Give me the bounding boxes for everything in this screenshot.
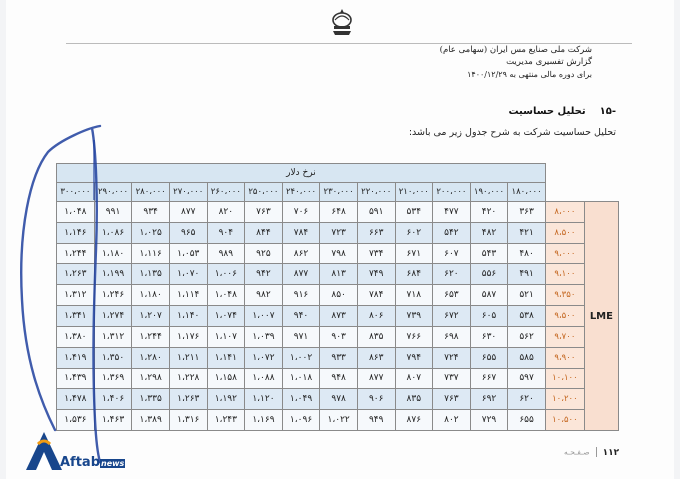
value-cell: ۱،۰۱۸ bbox=[282, 368, 320, 389]
value-cell: ۹۰۴ bbox=[207, 222, 245, 243]
group-header: نرخ دلار bbox=[57, 164, 546, 183]
value-cell: ۶۴۸ bbox=[320, 202, 358, 223]
value-cell: ۶۷۱ bbox=[395, 243, 433, 264]
rate-header: ۲۶۰،۰۰۰ bbox=[207, 183, 245, 202]
value-cell: ۱،۰۲۲ bbox=[320, 410, 358, 431]
lme-price-cell: ۹،۰۰۰ bbox=[545, 243, 584, 264]
value-cell: ۱،۰۳۹ bbox=[245, 326, 283, 347]
value-cell: ۱،۰۰۶ bbox=[207, 264, 245, 285]
value-cell: ۶۰۵ bbox=[470, 306, 508, 327]
table-row bbox=[57, 306, 619, 327]
value-cell: ۹۷۱ bbox=[282, 326, 320, 347]
value-cell: ۱،۱۰۷ bbox=[207, 326, 245, 347]
page-label: صـفـحـه bbox=[564, 447, 590, 457]
section-heading bbox=[508, 106, 616, 117]
value-cell: ۸۷۶ bbox=[395, 410, 433, 431]
value-cell: ۱،۳۸۹ bbox=[132, 410, 170, 431]
rate-header: ۲۸۰،۰۰۰ bbox=[132, 183, 170, 202]
table-row bbox=[57, 222, 619, 243]
sensitivity-table bbox=[56, 163, 619, 431]
rate-header: ۳۰۰،۰۰۰ bbox=[57, 183, 95, 202]
lme-price-cell: ۹،۵۰۰ bbox=[545, 306, 584, 327]
value-cell: ۱،۲۰۷ bbox=[132, 306, 170, 327]
value-cell: ۵۴۲ bbox=[433, 222, 471, 243]
value-cell: ۷۳۹ bbox=[395, 306, 433, 327]
lme-price-cell: ۹،۳۵۰ bbox=[545, 285, 584, 306]
value-cell: ۵۲۱ bbox=[508, 285, 546, 306]
value-cell: ۱،۲۶۳ bbox=[169, 389, 207, 410]
lme-price-cell: ۹،۷۰۰ bbox=[545, 326, 584, 347]
value-cell: ۱،۳۶۹ bbox=[94, 368, 132, 389]
value-cell: ۱،۴۰۶ bbox=[94, 389, 132, 410]
company-name: شرکت ملی صنایع مس ایران (سهامی عام) bbox=[439, 45, 592, 55]
value-cell: ۸۶۳ bbox=[357, 347, 395, 368]
table-row bbox=[57, 285, 619, 306]
value-cell: ۱،۰۷۲ bbox=[245, 347, 283, 368]
value-cell: ۱،۰۷۴ bbox=[207, 306, 245, 327]
value-cell: ۱،۱۱۶ bbox=[132, 243, 170, 264]
value-cell: ۵۵۶ bbox=[470, 264, 508, 285]
value-cell: ۸۵۰ bbox=[320, 285, 358, 306]
value-cell: ۱،۳۵۰ bbox=[94, 347, 132, 368]
value-cell: ۹۴۲ bbox=[245, 264, 283, 285]
value-cell: ۱،۳۱۶ bbox=[169, 410, 207, 431]
value-cell: ۱،۱۶۹ bbox=[245, 410, 283, 431]
value-cell: ۱،۲۴۴ bbox=[132, 326, 170, 347]
value-cell: ۱،۰۸۸ bbox=[245, 368, 283, 389]
value-cell: ۱،۰۹۶ bbox=[282, 410, 320, 431]
value-cell: ۶۹۸ bbox=[433, 326, 471, 347]
watermark-text bbox=[60, 455, 125, 470]
value-cell: ۷۶۳ bbox=[245, 202, 283, 223]
value-cell: ۴۲۰ bbox=[470, 202, 508, 223]
value-cell: ۱،۰۴۹ bbox=[282, 389, 320, 410]
value-cell: ۱،۲۶۳ bbox=[57, 264, 95, 285]
value-cell: ۱،۲۴۶ bbox=[94, 285, 132, 306]
value-cell: ۸۷۷ bbox=[169, 202, 207, 223]
rate-header: ۲۵۰،۰۰۰ bbox=[245, 183, 283, 202]
value-cell: ۹۱۶ bbox=[282, 285, 320, 306]
value-cell: ۱،۱۵۸ bbox=[207, 368, 245, 389]
value-cell: ۴۲۱ bbox=[508, 222, 546, 243]
page-number: ۱۱۲ bbox=[602, 447, 620, 458]
value-cell: ۹۲۵ bbox=[245, 243, 283, 264]
lme-price-cell: ۸،۵۰۰ bbox=[545, 222, 584, 243]
value-cell: ۷۰۶ bbox=[282, 202, 320, 223]
value-cell: ۶۰۲ bbox=[395, 222, 433, 243]
value-cell: ۷۹۸ bbox=[320, 243, 358, 264]
value-cell: ۱،۰۰۷ bbox=[245, 306, 283, 327]
value-cell: ۱،۲۸۰ bbox=[132, 347, 170, 368]
rate-header: ۲۳۰،۰۰۰ bbox=[320, 183, 358, 202]
value-cell: ۱،۲۴۴ bbox=[57, 243, 95, 264]
section-description: تحلیل حساسیت شرکت به شرح جدول زیر می باشد: bbox=[408, 127, 616, 138]
value-cell: ۷۶۳ bbox=[433, 389, 471, 410]
lme-price-cell: ۱۰،۱۰۰ bbox=[545, 368, 584, 389]
value-cell: ۶۵۵ bbox=[470, 347, 508, 368]
footer-divider bbox=[596, 447, 597, 457]
value-cell: ۸۷۷ bbox=[282, 264, 320, 285]
lme-price-cell: ۹،۱۰۰ bbox=[545, 264, 584, 285]
table-row bbox=[57, 243, 619, 264]
value-cell: ۹۹۱ bbox=[94, 202, 132, 223]
document-page bbox=[6, 0, 674, 479]
value-cell: ۵۹۱ bbox=[357, 202, 395, 223]
value-cell: ۱،۴۳۹ bbox=[57, 368, 95, 389]
rate-header: ۲۰۰،۰۰۰ bbox=[433, 183, 471, 202]
value-cell: ۱،۳۴۱ bbox=[57, 306, 95, 327]
value-cell: ۶۲۰ bbox=[433, 264, 471, 285]
rate-header: ۱۹۰،۰۰۰ bbox=[470, 183, 508, 202]
value-cell: ۷۹۴ bbox=[395, 347, 433, 368]
table-row bbox=[57, 264, 619, 285]
value-cell: ۷۳۷ bbox=[433, 368, 471, 389]
value-cell: ۷۲۳ bbox=[320, 222, 358, 243]
report-period: برای دوره مالی منتهی به ۱۴۰۰/۱۲/۲۹ bbox=[467, 70, 592, 79]
value-cell: ۸۲۰ bbox=[207, 202, 245, 223]
value-cell: ۱،۳۸۰ bbox=[57, 326, 95, 347]
rate-header: ۲۱۰،۰۰۰ bbox=[395, 183, 433, 202]
rate-header: ۱۸۰،۰۰۰ bbox=[508, 183, 546, 202]
value-cell: ۶۰۷ bbox=[433, 243, 471, 264]
rate-header: ۲۹۰،۰۰۰ bbox=[94, 183, 132, 202]
value-cell: ۱،۴۷۸ bbox=[57, 389, 95, 410]
section-number: -۱۵ bbox=[599, 106, 616, 117]
value-cell: ۹۰۶ bbox=[357, 389, 395, 410]
value-cell: ۹۸۹ bbox=[207, 243, 245, 264]
value-cell: ۷۸۴ bbox=[282, 222, 320, 243]
value-cell: ۱،۰۷۰ bbox=[169, 264, 207, 285]
header-rule bbox=[66, 43, 632, 44]
value-cell: ۹۴۸ bbox=[320, 368, 358, 389]
value-cell: ۱،۱۸۰ bbox=[132, 285, 170, 306]
value-cell: ۴۹۱ bbox=[508, 264, 546, 285]
value-cell: ۴۷۷ bbox=[433, 202, 471, 223]
value-cell: ۱،۲۹۸ bbox=[132, 368, 170, 389]
section-title: تحلیل حساسیت bbox=[508, 106, 586, 117]
value-cell: ۱،۱۴۰ bbox=[169, 306, 207, 327]
table-row bbox=[57, 202, 619, 223]
value-cell: ۱،۱۹۹ bbox=[94, 264, 132, 285]
value-cell: ۵۸۵ bbox=[508, 347, 546, 368]
value-cell: ۴۸۰ bbox=[508, 243, 546, 264]
value-cell: ۱،۰۸۶ bbox=[94, 222, 132, 243]
value-cell: ۸۷۳ bbox=[320, 306, 358, 327]
value-cell: ۱،۴۱۹ bbox=[57, 347, 95, 368]
value-cell: ۵۳۴ bbox=[395, 202, 433, 223]
value-cell: ۹۰۳ bbox=[320, 326, 358, 347]
value-cell: ۷۸۴ bbox=[357, 285, 395, 306]
value-cell: ۱،۵۳۶ bbox=[57, 410, 95, 431]
value-cell: ۷۶۶ bbox=[395, 326, 433, 347]
value-cell: ۱،۱۳۵ bbox=[132, 264, 170, 285]
value-cell: ۶۳۰ bbox=[470, 326, 508, 347]
value-cell: ۷۲۴ bbox=[433, 347, 471, 368]
value-cell: ۵۴۳ bbox=[470, 243, 508, 264]
table-row bbox=[57, 347, 619, 368]
value-cell: ۸۷۷ bbox=[357, 368, 395, 389]
value-cell: ۶۶۳ bbox=[357, 222, 395, 243]
value-cell: ۸۳۵ bbox=[357, 326, 395, 347]
value-cell: ۱،۱۴۶ bbox=[57, 222, 95, 243]
rate-header: ۲۴۰،۰۰۰ bbox=[282, 183, 320, 202]
value-cell: ۸۰۲ bbox=[433, 410, 471, 431]
value-cell: ۶۷۲ bbox=[433, 306, 471, 327]
value-cell: ۷۳۴ bbox=[357, 243, 395, 264]
lme-price-cell: ۱۰،۲۰۰ bbox=[545, 389, 584, 410]
value-cell: ۱،۱۹۲ bbox=[207, 389, 245, 410]
company-emblem-icon bbox=[329, 8, 355, 36]
table-row bbox=[57, 368, 619, 389]
metal-label: LME bbox=[584, 202, 618, 431]
rate-header: ۲۲۰،۰۰۰ bbox=[357, 183, 395, 202]
value-cell: ۷۴۹ bbox=[357, 264, 395, 285]
value-cell: ۱،۳۳۵ bbox=[132, 389, 170, 410]
value-cell: ۶۲۰ bbox=[508, 389, 546, 410]
value-cell: ۹۴۰ bbox=[282, 306, 320, 327]
value-cell: ۹۷۸ bbox=[320, 389, 358, 410]
value-cell: ۱،۰۴۸ bbox=[57, 202, 95, 223]
value-cell: ۱،۲۷۴ bbox=[94, 306, 132, 327]
value-cell: ۱،۱۱۴ bbox=[169, 285, 207, 306]
value-cell: ۱،۰۵۳ bbox=[169, 243, 207, 264]
value-cell: ۱،۲۲۸ bbox=[169, 368, 207, 389]
report-title: گزارش تفسیری مدیریت bbox=[506, 57, 592, 67]
value-cell: ۶۶۷ bbox=[470, 368, 508, 389]
lme-price-cell: ۸،۰۰۰ bbox=[545, 202, 584, 223]
value-cell: ۸۶۲ bbox=[282, 243, 320, 264]
value-cell: ۱،۲۴۳ bbox=[207, 410, 245, 431]
lme-price-cell: ۹،۹۰۰ bbox=[545, 347, 584, 368]
value-cell: ۵۹۷ bbox=[508, 368, 546, 389]
lme-price-cell: ۱۰،۵۰۰ bbox=[545, 410, 584, 431]
value-cell: ۱،۱۲۰ bbox=[245, 389, 283, 410]
value-cell: ۱،۰۰۲ bbox=[282, 347, 320, 368]
value-cell: ۸۳۵ bbox=[395, 389, 433, 410]
value-cell: ۸۰۷ bbox=[395, 368, 433, 389]
value-cell: ۱،۱۸۰ bbox=[94, 243, 132, 264]
value-cell: ۵۳۸ bbox=[508, 306, 546, 327]
value-cell: ۱،۱۷۶ bbox=[169, 326, 207, 347]
value-cell: ۶۸۴ bbox=[395, 264, 433, 285]
table-row bbox=[57, 389, 619, 410]
value-cell: ۹۸۲ bbox=[245, 285, 283, 306]
rate-header: ۲۷۰،۰۰۰ bbox=[169, 183, 207, 202]
page-footer bbox=[564, 447, 619, 458]
watermark-brand: Aftab bbox=[60, 455, 101, 470]
value-cell: ۶۵۵ bbox=[508, 410, 546, 431]
value-cell: ۹۴۹ bbox=[357, 410, 395, 431]
value-cell: ۱،۴۶۳ bbox=[94, 410, 132, 431]
value-cell: ۸۱۳ bbox=[320, 264, 358, 285]
value-cell: ۵۸۷ bbox=[470, 285, 508, 306]
value-cell: ۳۶۳ bbox=[508, 202, 546, 223]
value-cell: ۶۵۳ bbox=[433, 285, 471, 306]
value-cell: ۱،۳۱۲ bbox=[57, 285, 95, 306]
value-cell: ۶۹۲ bbox=[470, 389, 508, 410]
value-cell: ۹۳۴ bbox=[132, 202, 170, 223]
value-cell: ۸۰۶ bbox=[357, 306, 395, 327]
table-row bbox=[57, 326, 619, 347]
value-cell: ۱،۲۱۱ bbox=[169, 347, 207, 368]
value-cell: ۸۴۴ bbox=[245, 222, 283, 243]
value-cell: ۹۳۳ bbox=[320, 347, 358, 368]
value-cell: ۱،۳۱۲ bbox=[94, 326, 132, 347]
value-cell: ۱،۰۴۸ bbox=[207, 285, 245, 306]
value-cell: ۹۶۵ bbox=[169, 222, 207, 243]
watermark-suffix: news bbox=[101, 459, 125, 468]
value-cell: ۵۶۲ bbox=[508, 326, 546, 347]
value-cell: ۷۲۹ bbox=[470, 410, 508, 431]
value-cell: ۷۱۸ bbox=[395, 285, 433, 306]
value-cell: ۱،۰۲۵ bbox=[132, 222, 170, 243]
value-cell: ۴۸۲ bbox=[470, 222, 508, 243]
value-cell: ۱،۱۴۱ bbox=[207, 347, 245, 368]
